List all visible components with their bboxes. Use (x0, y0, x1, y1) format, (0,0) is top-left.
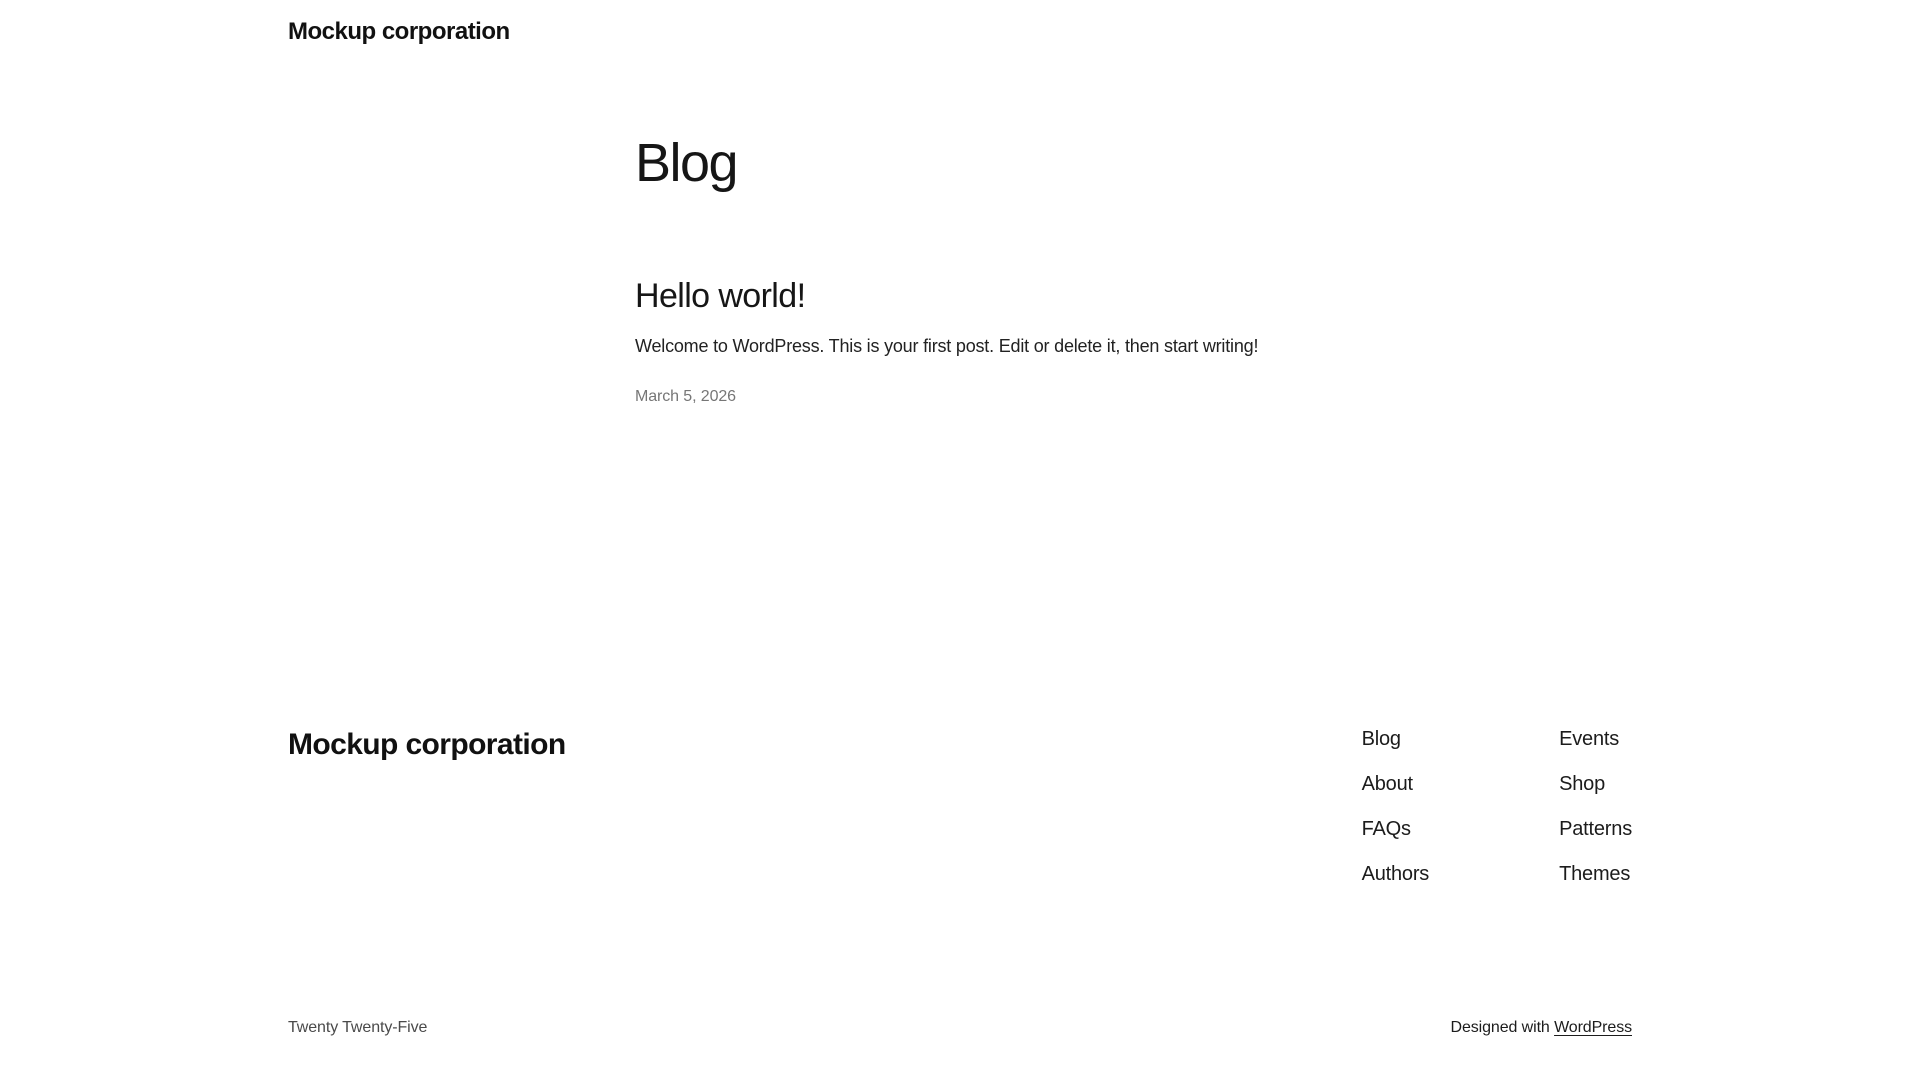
footer-nav-link-authors[interactable]: Authors (1361, 863, 1430, 885)
theme-name: Twenty Twenty-Five (288, 1019, 428, 1036)
footer-nav-link-about[interactable]: About (1361, 773, 1413, 795)
site-footer (0, 727, 1920, 1080)
post-excerpt: Welcome to WordPress. This is your first post. Edit or delete it, then start writing! (635, 335, 1259, 356)
post-title-link[interactable]: Hello world! (635, 276, 806, 315)
page-title: Blog (635, 133, 738, 194)
footer-nav (1362, 729, 1632, 884)
designer-credit (1451, 1018, 1632, 1039)
footer-nav-link-shop[interactable]: Shop (1559, 773, 1606, 795)
footer-nav-column-2 (1559, 729, 1632, 884)
footer-nav-column-1 (1362, 729, 1430, 884)
post-date: March 5, 2026 (635, 387, 736, 405)
post-item (635, 276, 1285, 407)
footer-nav-link-blog[interactable]: Blog (1361, 728, 1401, 750)
credit-prefix: Designed with (1450, 1019, 1555, 1036)
main-content (0, 47, 1920, 727)
footer-nav-link-faqs[interactable]: FAQs (1361, 818, 1411, 840)
footer-nav-link-patterns[interactable]: Patterns (1559, 818, 1632, 840)
site-title-link[interactable]: Mockup corporation (288, 18, 510, 45)
footer-nav-link-themes[interactable]: Themes (1559, 863, 1631, 885)
footer-site-title: Mockup corporation (288, 728, 566, 761)
footer-bottom (288, 1018, 1632, 1039)
footer-nav-link-events[interactable]: Events (1559, 728, 1620, 750)
footer-top (288, 727, 1632, 884)
site-header (0, 0, 1920, 47)
wordpress-link[interactable]: WordPress (1554, 1019, 1632, 1036)
